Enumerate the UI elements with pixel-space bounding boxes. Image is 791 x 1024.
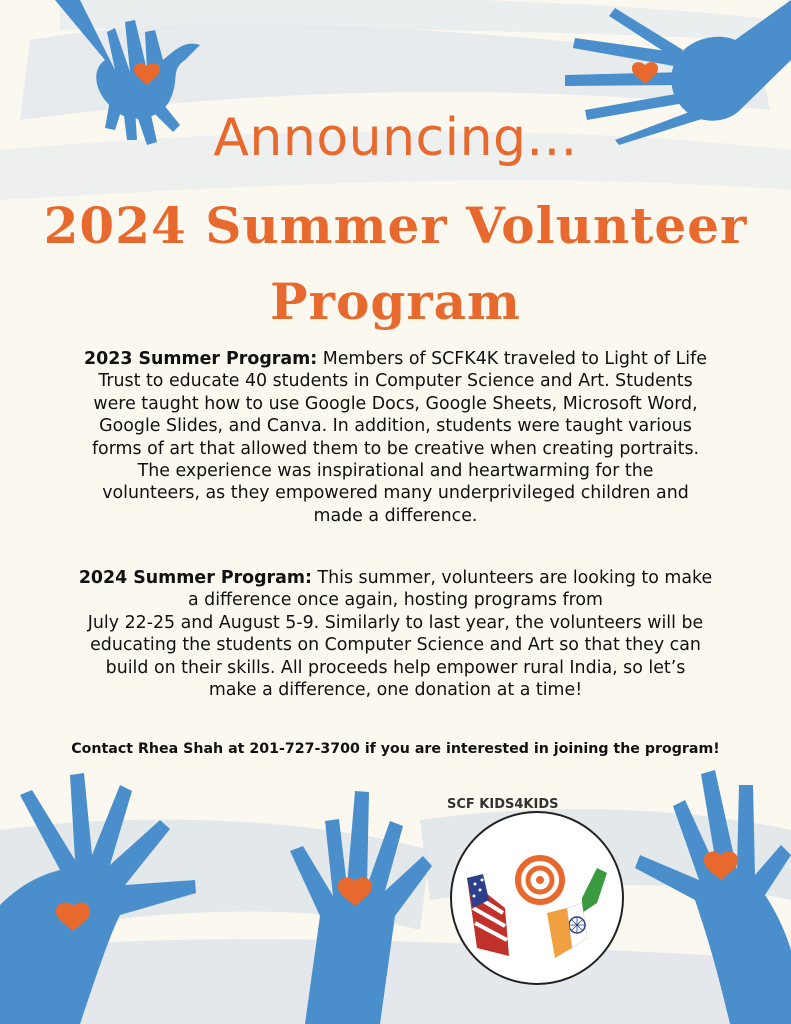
page-title-line1: 2024 Summer Volunteer bbox=[43, 196, 748, 255]
paragraph-line: make a difference, one donation at a time! bbox=[208, 680, 583, 701]
announcing-heading: Announcing... bbox=[213, 108, 578, 168]
page-title-line2: Program bbox=[270, 272, 521, 331]
hand-heart-icon bbox=[0, 765, 210, 1024]
paragraph-line: were taught how to use Google Docs, Google Sheets, Microsoft Word, bbox=[93, 393, 698, 414]
paragraph-text: This summer, volunteers are looking to make bbox=[311, 568, 713, 588]
hand-heart-icon bbox=[285, 786, 435, 1024]
contact-line: Contact Rhea Shah at 201-727-3700 if you are interested in joining the program! bbox=[71, 741, 720, 757]
section-heading: 2023 Summer Program: bbox=[84, 349, 318, 369]
paragraph-line: volunteers, as they empowered many underprivileged children and bbox=[102, 483, 689, 504]
paragraph-line: forms of art that allowed them to be creative when creating portraits. bbox=[91, 438, 700, 459]
logo-text: SCF KIDS4KIDS bbox=[447, 797, 559, 812]
section-heading: 2024 Summer Program: bbox=[78, 568, 312, 588]
paragraph-line: made a difference. bbox=[313, 505, 478, 526]
paragraph-line bbox=[8, 567, 783, 589]
paragraph-2024-program bbox=[8, 567, 783, 701]
paragraph-line: educating the students on Computer Science and Art so that they can bbox=[90, 635, 701, 656]
paragraph-line: July 22-25 and August 5-9. Similarly to last year, the volunteers will be bbox=[87, 612, 704, 633]
paragraph-line: a difference once again, hosting programs from bbox=[188, 590, 603, 611]
paragraph-line: build on their skills. All proceeds help empower rural India, so let’s bbox=[105, 657, 686, 678]
paragraph-line: Trust to educate 40 students in Computer Science and Art. Students bbox=[98, 371, 693, 392]
paragraph-text: Members of SCFK4K traveled to Light of Life bbox=[317, 349, 707, 369]
paragraph-line bbox=[8, 348, 783, 370]
paragraph-line: Google Slides, and Canva. In addition, students were taught various bbox=[99, 416, 692, 437]
paragraph-2023-program bbox=[8, 348, 783, 527]
paragraph-line: The experience was inspirational and heartwarming for the bbox=[137, 461, 654, 482]
hand-heart-icon bbox=[635, 760, 791, 1024]
scf-kids4kids-logo bbox=[447, 797, 627, 988]
